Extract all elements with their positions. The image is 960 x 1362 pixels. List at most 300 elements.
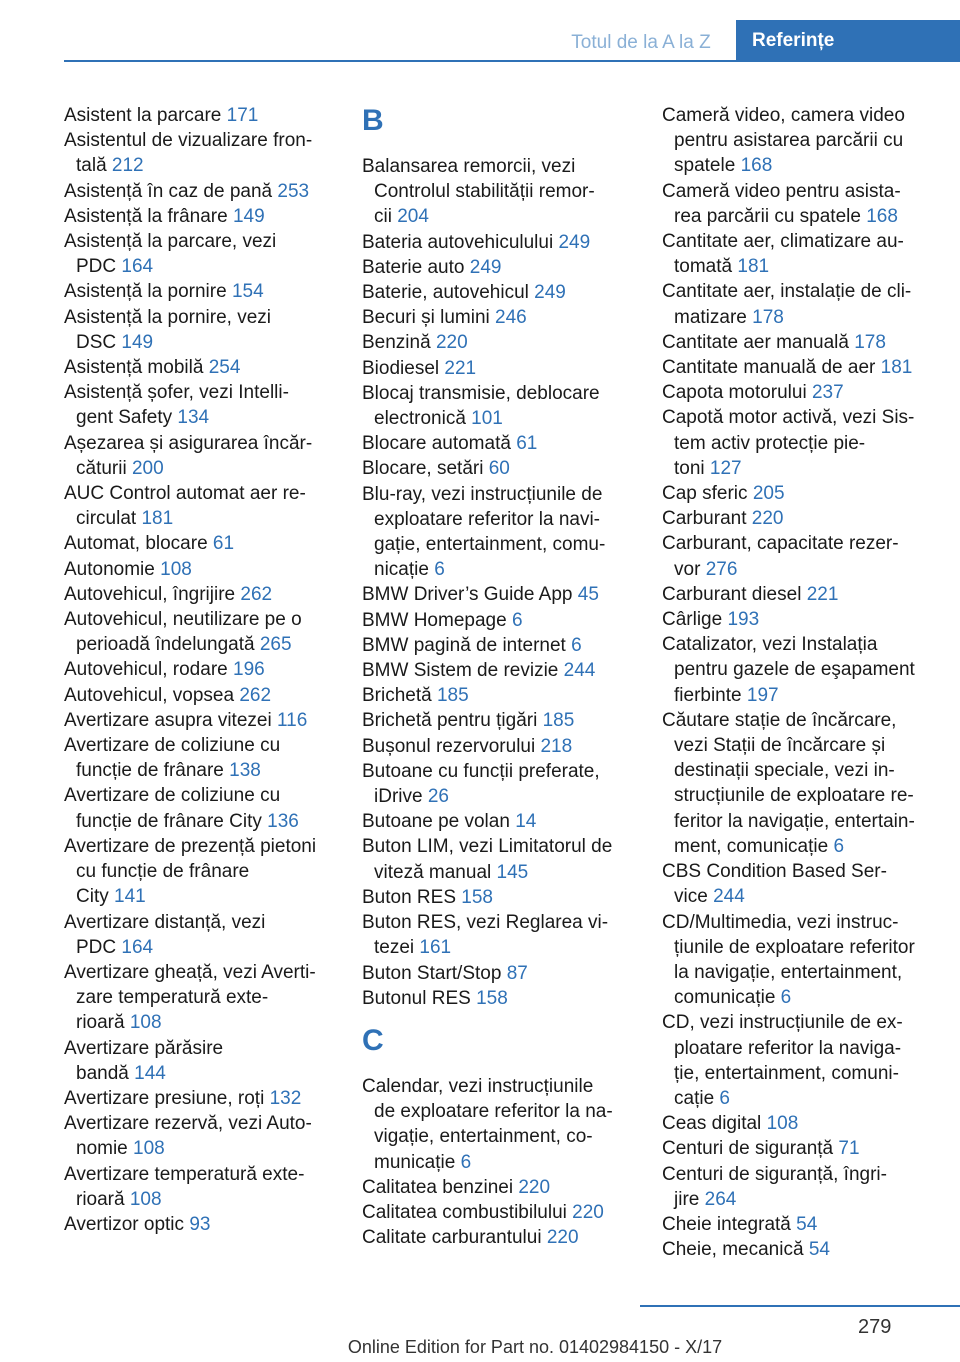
page-reference-link[interactable]: 164 — [121, 256, 154, 278]
index-term: Catalizator, vezi Instalația — [662, 634, 878, 656]
index-entry-line — [64, 506, 346, 531]
index-term: Cap sferic — [662, 483, 748, 505]
index-column-2 — [362, 103, 644, 1250]
index-entry-line — [662, 254, 944, 279]
page-reference-link[interactable]: 265 — [259, 634, 292, 656]
index-entry-line — [64, 783, 346, 808]
index-term: Avertizare distanță, vezi — [64, 911, 266, 933]
index-term: funcție de frânare — [76, 760, 224, 782]
index-entry-line — [64, 204, 346, 229]
index-entry — [662, 103, 944, 179]
page-reference-link[interactable]: 185 — [542, 710, 575, 732]
index-term: pentru asistarea parcării cu — [674, 130, 904, 152]
index-entry — [362, 658, 644, 683]
page-reference-link[interactable]: 108 — [766, 1113, 799, 1135]
index-entry — [662, 179, 944, 229]
page-reference-link[interactable]: 218 — [540, 735, 573, 757]
index-entry — [64, 683, 346, 708]
index-term: vice — [674, 886, 708, 908]
index-entry-line — [64, 456, 346, 481]
page-reference-link[interactable]: 154 — [231, 281, 264, 303]
index-term: Avertizare de prezență pietoni — [64, 835, 317, 857]
index-entry-line — [362, 204, 644, 229]
index-entry — [362, 154, 644, 230]
page-reference-link[interactable]: 178 — [854, 331, 886, 353]
index-term: Avertizare gheață, vezi Averti- — [64, 961, 316, 983]
index-entry-line — [362, 759, 644, 784]
index-term: vor — [674, 558, 701, 580]
index-term: Asistență la pornire, vezi — [64, 306, 271, 328]
index-term: jire — [674, 1188, 700, 1210]
index-term: Calendar, vezi instrucțiunile — [362, 1075, 594, 1097]
page-reference-link[interactable]: 185 — [436, 685, 469, 707]
index-entry — [362, 809, 644, 834]
index-entry-line — [662, 582, 944, 607]
index-term: destinații speciale, vezi in- — [674, 760, 895, 782]
page-reference-link[interactable]: 6 — [460, 1151, 472, 1173]
index-entry-line — [362, 507, 644, 532]
page-reference-link[interactable]: 181 — [737, 256, 770, 278]
index-entry — [362, 255, 644, 280]
index-term: electronică — [374, 408, 466, 430]
index-term: circulat — [76, 508, 137, 530]
index-entry-line — [362, 305, 644, 330]
index-entry-line — [64, 405, 346, 430]
index-entry — [362, 1225, 644, 1250]
index-entry-line — [662, 834, 944, 859]
index-entry — [362, 482, 644, 583]
index-term: Avertizare părăsire — [64, 1037, 224, 1059]
page-reference-link[interactable]: 181 — [880, 357, 913, 379]
index-term: fierbinte — [674, 684, 742, 706]
index-entry-line — [64, 557, 346, 582]
page-reference-link[interactable]: 6 — [833, 835, 845, 857]
page-reference-link[interactable]: 181 — [141, 508, 174, 530]
index-entry — [362, 885, 644, 910]
page-reference-link[interactable]: 221 — [806, 583, 839, 605]
page-reference-link[interactable]: 249 — [534, 282, 566, 304]
page-reference-link[interactable]: 149 — [232, 205, 265, 227]
index-entry-line — [64, 254, 346, 279]
footer-rule — [640, 1305, 960, 1307]
index-term: Autovehicul, îngrijire — [64, 583, 236, 605]
page-reference-link[interactable]: 145 — [496, 861, 529, 883]
index-entry-line — [64, 758, 346, 783]
index-entry-line — [362, 633, 644, 658]
index-entry — [64, 279, 346, 304]
page-reference-link[interactable]: 246 — [495, 307, 527, 329]
index-entry-line — [362, 683, 644, 708]
index-entry — [362, 734, 644, 759]
section-tab[interactable]: Totul de la A la Z — [571, 32, 711, 53]
index-entry — [64, 179, 346, 204]
index-term: Avertizor optic — [64, 1213, 185, 1235]
index-term: CD/Multimedia, vezi instruc- — [662, 911, 899, 933]
page-reference-link[interactable]: 108 — [160, 558, 192, 580]
page-reference-link[interactable]: 108 — [129, 1188, 162, 1210]
index-entry-line — [662, 783, 944, 808]
index-term: Balansarea remorcii, vezi — [362, 156, 576, 177]
page-reference-link[interactable]: 134 — [177, 407, 210, 429]
page-reference-link[interactable]: 193 — [727, 609, 760, 631]
index-entry-line — [64, 1036, 346, 1061]
index-term: spatele — [674, 155, 736, 177]
index-entry-line — [64, 355, 346, 380]
page-reference-link[interactable]: 6 — [719, 1087, 730, 1109]
index-entry-line — [362, 784, 644, 809]
index-term: vigație, entertainment, co- — [374, 1126, 593, 1148]
index-term: toni — [674, 457, 705, 479]
index-term: Asistent la parcare — [64, 105, 222, 126]
index-term: la navigație, entertainment, — [674, 961, 903, 983]
page-reference-link[interactable]: 161 — [419, 937, 452, 959]
page-reference-link[interactable]: 108 — [129, 1012, 162, 1034]
index-entry-line — [662, 1111, 944, 1136]
index-term: gent Safety — [76, 407, 173, 429]
page-reference-link[interactable]: 54 — [808, 1239, 830, 1261]
page-reference-link[interactable]: 237 — [811, 382, 844, 404]
index-entry-line — [362, 431, 644, 456]
page-reference-link[interactable]: 220 — [435, 332, 468, 354]
page-reference-link[interactable]: 205 — [752, 483, 785, 505]
index-entry — [662, 1212, 944, 1237]
index-term: Calitatea benzinei — [362, 1176, 514, 1198]
page-reference-link[interactable]: 61 — [212, 533, 235, 555]
page-reference-link[interactable]: 61 — [516, 433, 538, 455]
page-reference-link[interactable]: 26 — [427, 786, 449, 808]
index-entry-line — [662, 1136, 944, 1161]
index-term: Autonomie — [64, 558, 155, 580]
index-entry — [362, 1074, 644, 1175]
index-entry — [64, 1036, 346, 1086]
index-term: Automat, blocare — [64, 533, 208, 555]
index-entry-line — [362, 734, 644, 759]
page-reference-link[interactable]: 220 — [572, 1201, 604, 1223]
page-reference-link[interactable]: 197 — [746, 684, 779, 706]
index-term: funcție de frânare City — [76, 810, 262, 832]
page-reference-link[interactable]: 204 — [397, 206, 429, 228]
index-term: nicație — [374, 559, 429, 581]
index-entry — [662, 1162, 944, 1212]
index-term: cație — [674, 1087, 715, 1109]
index-entry-line — [662, 683, 944, 708]
page-reference-link[interactable]: 144 — [134, 1062, 166, 1084]
index-term: PDC — [76, 256, 117, 278]
index-entry — [64, 431, 346, 481]
index-term: Așezarea și asigurarea încăr- — [64, 432, 313, 454]
index-term: Calitate carburantului — [362, 1227, 542, 1249]
index-term: municație — [374, 1151, 456, 1173]
index-term: feritor la navigație, entertain- — [674, 810, 915, 832]
index-entry — [362, 330, 644, 355]
index-entry — [362, 961, 644, 986]
index-term: Avertizare rezervă, vezi Auto- — [64, 1113, 312, 1135]
page-reference-link[interactable]: 221 — [444, 357, 477, 379]
page-reference-link[interactable]: 6 — [434, 559, 445, 581]
page-reference-link[interactable]: 254 — [208, 357, 241, 379]
index-entry — [64, 1111, 346, 1161]
index-entry-line — [64, 809, 346, 834]
page-reference-link[interactable]: 141 — [114, 886, 146, 908]
index-term: Asistență la frânare — [64, 205, 228, 227]
index-entry — [64, 708, 346, 733]
index-entry-line — [662, 380, 944, 405]
page-reference-link[interactable]: 253 — [277, 180, 310, 202]
index-entry — [362, 1200, 644, 1225]
index-entry-line — [662, 632, 944, 657]
page-reference-link[interactable]: 276 — [705, 558, 738, 580]
index-entry-line — [362, 582, 644, 607]
page-reference-link[interactable]: 264 — [704, 1188, 737, 1210]
index-entry — [64, 128, 346, 178]
page-reference-link[interactable]: 244 — [563, 660, 596, 682]
index-term: Benzină — [362, 332, 431, 354]
index-entry-line — [662, 128, 944, 153]
index-term: cu funcție de frânare — [76, 861, 250, 883]
letter-heading-c: C — [362, 1023, 384, 1057]
page-reference-link[interactable]: 87 — [506, 962, 528, 984]
index-entry-line — [662, 431, 944, 456]
index-entry — [662, 1136, 944, 1161]
index-term: Carburant diesel — [662, 583, 802, 605]
index-entry — [662, 910, 944, 1011]
index-entry — [64, 355, 346, 380]
index-entry — [64, 607, 346, 657]
index-term: Brichetă pentru țigări — [362, 710, 538, 732]
page-reference-link[interactable]: 171 — [226, 105, 259, 126]
index-entry — [362, 230, 644, 255]
page-reference-link[interactable]: 93 — [189, 1213, 211, 1235]
index-entry-line — [662, 279, 944, 304]
page-reference-link[interactable]: 6 — [571, 634, 582, 656]
page-reference-link[interactable]: 71 — [838, 1138, 860, 1160]
index-term: bandă — [76, 1062, 129, 1084]
index-term: Baterie auto — [362, 256, 465, 278]
index-entry-line — [662, 456, 944, 481]
index-term: țiunile de exploatare referitor — [674, 936, 915, 958]
index-entry-line — [662, 1162, 944, 1187]
index-entry-line — [362, 986, 644, 1011]
index-entry — [662, 279, 944, 329]
page-reference-link[interactable]: 54 — [796, 1213, 818, 1235]
index-entry — [64, 204, 346, 229]
page-reference-link[interactable]: 136 — [267, 810, 299, 832]
index-term: gație, entertainment, comu- — [374, 534, 606, 556]
index-entry-line — [362, 885, 644, 910]
page-reference-link[interactable]: 6 — [511, 609, 523, 631]
index-term: Asistență la parcare, vezi — [64, 231, 277, 253]
index-entry-line — [64, 733, 346, 758]
index-entry-line — [662, 1212, 944, 1237]
page-reference-link[interactable]: 164 — [121, 936, 154, 958]
page-reference-link[interactable]: 220 — [518, 1176, 551, 1198]
index-term: Capota motorului — [662, 382, 807, 404]
index-entry-line — [64, 1187, 346, 1212]
page-reference-link[interactable]: 6 — [780, 987, 792, 1009]
index-term: Ceas digital — [662, 1113, 762, 1135]
index-entry-line — [362, 1150, 644, 1175]
index-entry — [362, 910, 644, 960]
index-term: Butonul RES — [362, 987, 471, 1009]
index-entry-line — [662, 1237, 944, 1262]
page-reference-link[interactable]: 220 — [546, 1227, 579, 1249]
index-term: ție, entertainment, comuni- — [674, 1062, 899, 1084]
index-entry-line — [362, 456, 644, 481]
index-entry-line — [362, 179, 644, 204]
index-entry-line — [362, 708, 644, 733]
index-entry — [662, 632, 944, 708]
index-term: Asistență șofer, vezi Intelli- — [64, 382, 289, 404]
index-term: rioară — [76, 1188, 125, 1210]
index-term: BMW Sistem de revizie — [362, 660, 559, 682]
index-entry — [64, 834, 346, 910]
index-term: tezei — [374, 937, 415, 959]
index-term: DSC — [76, 331, 117, 353]
index-entry-line — [662, 1061, 944, 1086]
index-entry-line — [64, 1061, 346, 1086]
index-entry-line — [662, 330, 944, 355]
index-term: Blocare automată — [362, 433, 511, 455]
index-entry — [662, 859, 944, 909]
index-term: exploatare referitor la navi- — [374, 508, 600, 530]
page-reference-link[interactable]: 200 — [131, 457, 164, 479]
index-entry-line — [64, 910, 346, 935]
index-term: Asistentul de vizualizare fron- — [64, 130, 313, 152]
index-entry-line — [662, 355, 944, 380]
page-reference-link[interactable]: 249 — [558, 231, 591, 253]
page-reference-link[interactable]: 149 — [121, 331, 154, 353]
index-entry — [64, 557, 346, 582]
index-entry-line — [64, 960, 346, 985]
index-entry — [362, 456, 644, 481]
index-entry — [362, 431, 644, 456]
index-entry-line — [362, 381, 644, 406]
index-entry-line — [662, 809, 944, 834]
page-reference-link[interactable]: 262 — [240, 583, 273, 605]
index-term: City — [76, 886, 109, 908]
index-entry-line — [64, 279, 346, 304]
index-entry-line — [64, 582, 346, 607]
index-term: Centuri de siguranță — [662, 1138, 834, 1160]
index-entry — [662, 1010, 944, 1111]
page-reference-link[interactable]: 244 — [713, 886, 745, 908]
index-entry-line — [64, 179, 346, 204]
index-entry — [64, 910, 346, 960]
index-term: Cantitate aer, climatizare au- — [662, 231, 904, 253]
page-reference-link[interactable]: 158 — [461, 886, 493, 908]
index-entry — [362, 683, 644, 708]
index-term: Avertizare temperatură exte- — [64, 1163, 305, 1185]
index-term: Becuri și lumini — [362, 307, 490, 329]
index-entry-line — [362, 1175, 644, 1200]
index-entry-line — [64, 708, 346, 733]
index-term: perioadă îndelungată — [76, 634, 255, 656]
index-entry — [64, 960, 346, 1036]
index-entry-line — [362, 230, 644, 255]
page-reference-link[interactable]: 249 — [469, 256, 502, 278]
index-term: Cantitate aer manuală — [662, 331, 849, 353]
page-reference-link[interactable]: 196 — [233, 659, 265, 681]
index-term: Cameră video pentru asista- — [662, 180, 901, 202]
page-reference-link[interactable]: 60 — [488, 458, 510, 480]
index-entry-line — [362, 330, 644, 355]
page-reference-link[interactable]: 127 — [709, 457, 742, 479]
index-entry — [362, 356, 644, 381]
index-term: nomie — [76, 1138, 128, 1160]
index-entry — [64, 733, 346, 783]
index-term: AUC Control automat aer re- — [64, 483, 306, 505]
index-entry-line — [362, 1225, 644, 1250]
index-entry-line — [64, 1162, 346, 1187]
index-entry-line — [362, 532, 644, 557]
index-term: Blocare, setări — [362, 458, 484, 480]
index-term: Cantitate aer, instalație de cli- — [662, 281, 912, 303]
index-entry — [64, 531, 346, 556]
page-reference-link[interactable]: 262 — [239, 684, 272, 706]
edition-footer: Online Edition for Part no. 01402984150 - X/17 — [347, 1337, 723, 1357]
page-reference-link[interactable]: 14 — [515, 811, 537, 833]
index-entry — [662, 1111, 944, 1136]
page-reference-link[interactable]: 178 — [752, 306, 784, 328]
index-entry-line — [64, 1010, 346, 1035]
index-entry-line — [662, 153, 944, 178]
page-reference-link[interactable]: 108 — [133, 1138, 165, 1160]
index-entry-line — [662, 910, 944, 935]
index-entry — [64, 305, 346, 355]
index-entry-line — [662, 204, 944, 229]
page-reference-link[interactable]: 168 — [740, 155, 773, 177]
index-entry-line — [662, 985, 944, 1010]
index-entry-line — [662, 481, 944, 506]
page-reference-link[interactable]: 116 — [276, 709, 308, 731]
index-entry-line — [362, 1124, 644, 1149]
index-entry — [662, 531, 944, 581]
index-entry-line — [64, 103, 346, 128]
index-entry-line — [64, 632, 346, 657]
index-term: CD, vezi instrucțiunile de ex- — [662, 1012, 903, 1034]
index-entry — [662, 330, 944, 355]
index-entry — [64, 380, 346, 430]
page-reference-link[interactable]: 101 — [471, 408, 503, 430]
index-entry-line — [362, 1074, 644, 1099]
page-reference-link[interactable]: 138 — [229, 760, 261, 782]
index-entry-line — [64, 229, 346, 254]
page-reference-link[interactable]: 132 — [269, 1087, 302, 1109]
chapter-tab[interactable]: Referințe — [736, 20, 960, 60]
index-entry-line — [64, 657, 346, 682]
index-entry-line — [362, 1200, 644, 1225]
page-reference-link[interactable]: 212 — [111, 155, 144, 177]
index-entry — [362, 381, 644, 431]
index-term: cii — [374, 206, 392, 228]
page-reference-link[interactable]: 45 — [577, 584, 599, 606]
index-entry — [362, 608, 644, 633]
index-entry — [64, 582, 346, 607]
index-entry-line — [64, 153, 346, 178]
index-term: vezi Stații de încărcare și — [674, 735, 886, 757]
index-entry-line — [662, 1010, 944, 1035]
index-term: Autovehicul, rodare — [64, 659, 228, 681]
index-entry — [662, 355, 944, 380]
index-entry-line — [662, 1187, 944, 1212]
page-reference-link[interactable]: 220 — [751, 508, 784, 530]
page-reference-link[interactable]: 158 — [476, 987, 508, 1009]
index-entry — [662, 582, 944, 607]
index-entry-line — [362, 1099, 644, 1124]
index-entry-line — [64, 884, 346, 909]
page-reference-link[interactable]: 168 — [866, 205, 898, 227]
index-term: pentru gazele de eşapament — [674, 659, 915, 681]
